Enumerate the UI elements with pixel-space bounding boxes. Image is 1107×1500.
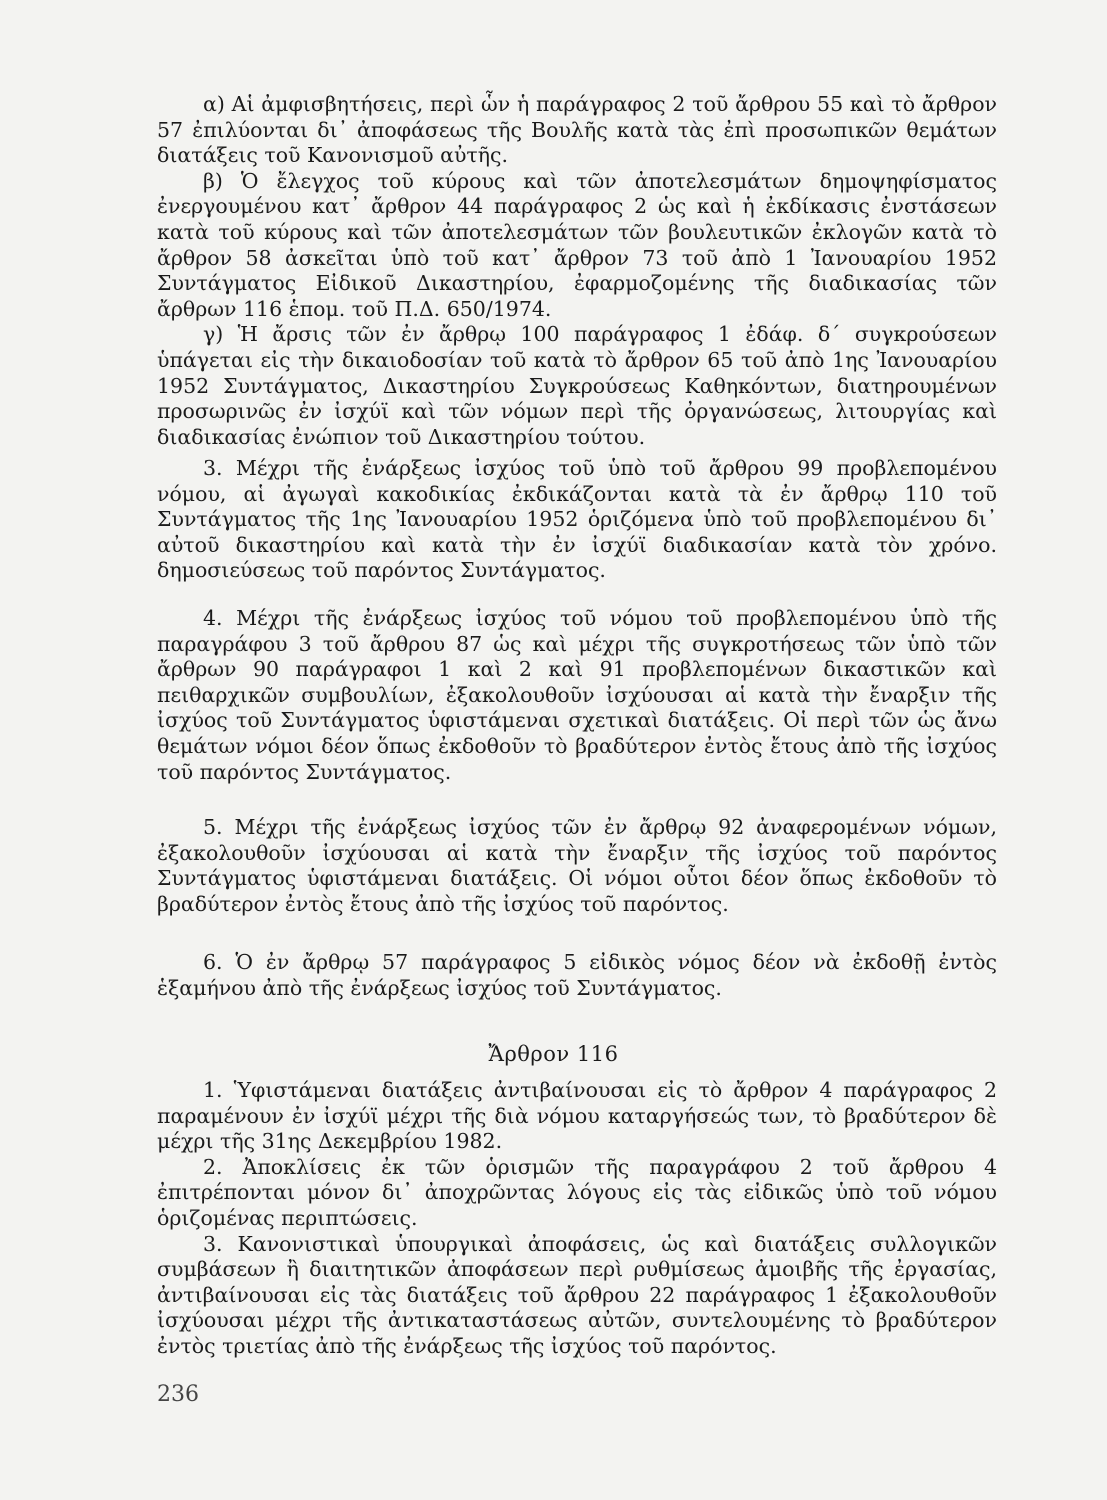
clause-gamma: γ) Ἡ ἄρσις τῶν ἐν ἄρθρῳ 100 παράγραφος 1 ἐδάφ. δ΄ συγκρούσεων ὑπάγεται εἰς τὴν δικαιοδοσίαν τοῦ κατὰ τὸ ἄρθρον 65 τοῦ ἀπὸ 1ης Ἰανουαρίου 1952 Συντάγματος, Δικαστηρίου Συγκρούσεως Καθηκόντων, διατηρουμένων προσωρινῶς ἐν ἰσχύϊ καὶ τῶν νόμων περὶ τῆς ὀργανώσεως, λιτουργίας καὶ διαδικασίας ἐνώπιον τοῦ Δικαστηρίου τούτου. — [157, 322, 997, 449]
article-paragraph-3: 3. Κανονιστικαὶ ὑπουργικαὶ ἀποφάσεις, ὡς καὶ διατάξεις συλλογικῶν συμβάσεων ἢ διαιτητικῶν ἀποφάσεων περὶ ρυθμίσεως ἀμοιβῆς τῆς ἐργασίας, ἀντιβαίνουσαι εἰς τὰς διατάξεις τοῦ ἄρθρου 22 παράγραφος 1 ἐξακολουθοῦν ἰσχύουσαι μέχρι τῆς ἀντικαταστάσεως αὐτῶν, συντελουμένης τὸ βραδύτερον ἐντὸς τριετίας ἀπὸ τῆς ἐνάρξεως τῆς ἰσχύος τοῦ παρόντος. — [157, 1231, 997, 1358]
paragraph-6-block — [157, 950, 997, 1001]
article-116-body — [157, 1078, 997, 1360]
paragraph-4: 4. Μέχρι τῆς ἐνάρξεως ἰσχύος τοῦ νόμου τοῦ προβλεπομένου ὑπὸ τῆς παραγράφου 3 τοῦ ἄρθρου 87 ὡς καὶ μέχρι τῆς συγκροτήσεως τῶν ὑπὸ τῶν ἄρθρων 90 παράγραφοι 1 καὶ 2 καὶ 91 προβλεπομένων δικαστικῶν καὶ πειθαρχικῶν συμβουλίων, ἐξακολουθοῦν ἰσχύουσαι αἱ κατὰ τὴν ἔναρξιν τῆς ἰσχύος τοῦ Συντάγματος ὑφιστάμεναι σχετικαὶ διατάξεις. Οἱ περὶ τῶν ὡς ἄνω θεμάτων νόμοι δέον ὅπως ἐκδοθοῦν τὸ βραδύτερον ἐντὸς ἔτους ἀπὸ τῆς ἰσχύος τοῦ παρόντος Συντάγματος. — [157, 606, 997, 784]
clause-alpha: α) Αἱ ἀμφισβητήσεις, περὶ ὧν ἡ παράγραφος 2 τοῦ ἄρθρου 55 καὶ τὸ ἄρθρον 57 ἐπιλύονται δι᾽ ἀποφάσεως τῆς Βουλῆς κατὰ τὰς ἐπὶ προσωπικῶν θεμάτων διατάξεις τοῦ Κανονισμοῦ αὐτῆς. — [157, 92, 997, 168]
article-paragraph-2: 2. Ἀποκλίσεις ἐκ τῶν ὁρισμῶν τῆς παραγράφου 2 τοῦ ἄρθρου 4 ἐπιτρέπονται μόνον δι᾽ ἀποχρῶντας λόγους εἰς τὰς εἰδικῶς ὑπὸ τοῦ νόμου ὁριζομένας περιπτώσεις. — [157, 1154, 997, 1230]
paragraph-5-block — [157, 815, 997, 917]
clause-beta: β) Ὁ ἔλεγχος τοῦ κύρους καὶ τῶν ἀποτελεσμάτων δημοψηφίσματος ἐνεργουμένου κατ᾽ ἄρθρον 44 παράγραφος 2 ὡς καὶ ἡ ἐκδίκασις ἐνστάσεων κατὰ τοῦ κύρους καὶ τῶν ἀποτελεσμάτων τῶν βουλευτικῶν ἐκλογῶν κατὰ τὸ ἄρθρον 58 ἀσκεῖται ὑπὸ τοῦ κατ᾽ ἄρθρον 73 τοῦ ἀπὸ 1 Ἰανουαρίου 1952 Συντάγματος Εἰδικοῦ Δικαστηρίου, ἐφαρμοζομένης τῆς διαδικασίας τῶν ἄρθρων 116 ἑπομ. τοῦ Π.Δ. 650/1974. — [157, 168, 997, 321]
paragraph-3: 3. Μέχρι τῆς ἐνάρξεως ἰσχύος τοῦ ὑπὸ τοῦ ἄρθρου 99 προβλεπομένου νόμου, αἱ ἀγωγαὶ κακοδικίας ἐκδικάζονται κατὰ τὰ ἐν ἄρθρῳ 110 τοῦ Συντάγματος τῆς 1ης Ἰανουαρίου 1952 ὁριζόμενα ὑπὸ τοῦ προβλεπομένου δι᾽ αὐτοῦ δικαστηρίου καὶ κατὰ τὴν ἐν ἰσχύϊ διαδικασίαν κατὰ τὸν χρόνο. δημοσιεύσεως τοῦ παρόντος Συντάγματος. — [157, 456, 997, 583]
article-paragraph-1: 1. Ὑφιστάμεναι διατάξεις ἀντιβαίνουσαι εἰς τὸ ἄρθρον 4 παράγραφος 2 παραμένουν ἐν ἰσχύϊ μέχρι τῆς διὰ νόμου καταργήσεώς των, τὸ βραδύτερον δὲ μέχρι τῆς 31ης Δεκεμβρίου 1982. — [157, 1078, 997, 1154]
transitional-clauses-abc — [157, 92, 997, 450]
paragraph-3-block — [157, 456, 997, 584]
page-number: 236 — [157, 1382, 199, 1407]
article-heading: Ἄρθρον 116 — [488, 1042, 619, 1066]
paragraph-5: 5. Μέχρι τῆς ἐνάρξεως ἰσχύος τῶν ἐν ἄρθρῳ 92 ἀναφερομένων νόμων, ἐξακολουθοῦν ἰσχύουσαι αἱ κατὰ τὴν ἔναρξιν τῆς ἰσχύος τοῦ παρόντος Συντάγματος ὑφιστάμεναι διατάξεις. Οἱ νόμοι οὗτοι δέον ὅπως ἐκδοθοῦν τὸ βραδύτερον ἐντὸς ἔτους ἀπὸ τῆς ἰσχύος τοῦ παρόντος. — [157, 815, 997, 916]
paragraph-6: 6. Ὁ ἐν ἄρθρῳ 57 παράγραφος 5 εἰδικὸς νόμος δέον νὰ ἐκδοθῇ ἐντὸς ἑξαμήνου ἀπὸ τῆς ἐνάρξεως ἰσχύος τοῦ Συντάγματος. — [157, 950, 997, 1000]
paragraph-4-block — [157, 606, 997, 785]
